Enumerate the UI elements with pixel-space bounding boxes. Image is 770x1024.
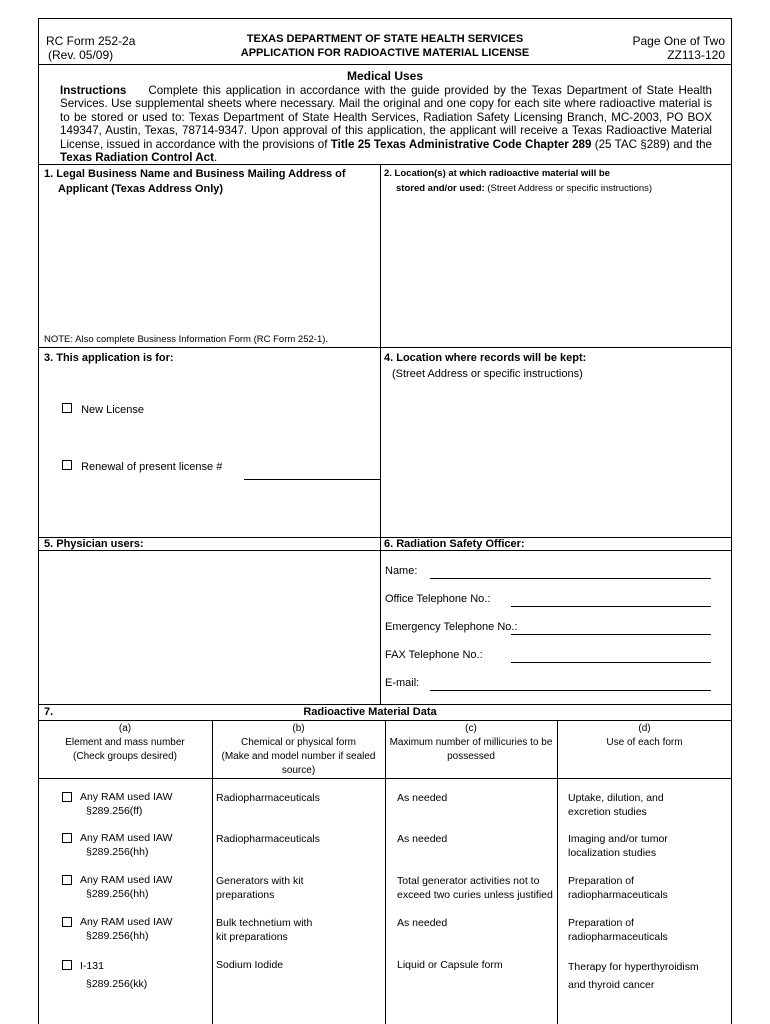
- section1-note: NOTE: Also complete Business Information Form (RC Form 252-1).: [44, 334, 329, 345]
- form-revision: (Rev. 05/09): [48, 48, 114, 62]
- row2-col-c: [397, 832, 447, 846]
- column-header-a: [38, 722, 212, 764]
- emergency-phone-field[interactable]: [511, 634, 711, 635]
- row5-a1: I-131: [80, 960, 104, 972]
- row1-c1: As needed: [397, 792, 448, 804]
- row1-checkbox[interactable]: [62, 792, 72, 802]
- row4-a2: §289.256(hh): [86, 930, 149, 942]
- emergency-phone-label: Emergency Telephone No.:: [385, 621, 518, 633]
- column-divider: [380, 164, 381, 704]
- row4-b1: Bulk technetium with: [216, 917, 313, 929]
- col-b-letter: (b): [292, 723, 305, 734]
- col-a-line1: Element and mass number: [65, 737, 185, 748]
- row4-d1: Preparation of: [568, 917, 634, 929]
- row3-checkbox[interactable]: [62, 875, 72, 885]
- row5-col-b: [216, 958, 283, 972]
- row5-d1: Therapy for hyperthyroidism: [568, 961, 699, 973]
- row4-checkbox[interactable]: [62, 917, 72, 927]
- row2-a1: Any RAM used IAW: [80, 832, 173, 844]
- col-c-line2: possessed: [447, 751, 495, 762]
- row4-col-d: [568, 916, 668, 944]
- col-divider-bc: [385, 720, 386, 1024]
- column-header-c: [385, 722, 557, 764]
- table-row: [62, 873, 172, 901]
- col-c-letter: (c): [465, 723, 477, 734]
- rso-name-label: Name:: [385, 565, 418, 577]
- row1-d1: Uptake, dilution, and: [568, 792, 664, 804]
- row2-d2: localization studies: [568, 847, 657, 859]
- row3-d2: radiopharmaceuticals: [568, 889, 668, 901]
- section4-sub: (Street Address or specific instructions): [392, 368, 583, 380]
- fax-label: FAX Telephone No.:: [385, 649, 483, 661]
- instructions-label: Instructions: [60, 84, 127, 97]
- section1-label: 1. Legal Business Name and Business Mailing Address of: [44, 168, 346, 180]
- row3-a2: §289.256(hh): [86, 888, 149, 900]
- row2-b1: Radiopharmaceuticals: [216, 833, 320, 845]
- table-row: [62, 957, 147, 993]
- row2-col-d: [568, 832, 668, 860]
- col-divider-cd: [557, 720, 558, 1024]
- form-id: RC Form 252-2a: [46, 34, 136, 48]
- instructions-block: [60, 84, 712, 164]
- renewal-option[interactable]: [62, 460, 222, 473]
- section2-label-bold: stored and/or used:: [396, 183, 485, 194]
- row5-col-d: [568, 958, 699, 994]
- row3-d1: Preparation of: [568, 875, 634, 887]
- row3-c2: exceed two curies unless justified: [397, 889, 553, 901]
- table-row: [62, 831, 172, 859]
- col-d-letter: (d): [638, 723, 651, 734]
- row3-b2: preparations: [216, 889, 275, 901]
- row5-checkbox[interactable]: [62, 960, 72, 970]
- column-header-b: [212, 722, 385, 778]
- section5-label: 5. Physician users:: [44, 538, 144, 550]
- row2-d1: Imaging and/or tumor: [568, 833, 668, 845]
- office-phone-label: Office Telephone No.:: [385, 593, 491, 605]
- page-number: Page One of Two: [632, 34, 725, 48]
- row3-c1: Total generator activities not to: [397, 875, 540, 887]
- column-header-d: [557, 722, 732, 750]
- col-b-line1: Chemical or physical form: [240, 737, 357, 748]
- email-label: E-mail:: [385, 677, 420, 689]
- office-phone-field[interactable]: [511, 606, 711, 607]
- section2-label: 2. Location(s) at which radioactive material will be: [384, 168, 610, 179]
- row2-col-b: [216, 832, 320, 846]
- row1-a1: Any RAM used IAW: [80, 791, 173, 803]
- col-b-line2: (Make and model number if sealed: [221, 751, 376, 762]
- row1-a2: §289.256(ff): [86, 805, 143, 817]
- license-number-line[interactable]: [244, 479, 380, 480]
- row3-a1: Any RAM used IAW: [80, 874, 173, 886]
- col-d-line1: Use of each form: [606, 737, 683, 748]
- fax-field[interactable]: [511, 662, 711, 663]
- divider-sections-5-6-header: [38, 550, 732, 551]
- col-c-line1: Maximum number of millicuries to be: [389, 737, 553, 748]
- divider-section-7: [38, 704, 732, 705]
- row5-a2: §289.256(kk): [86, 978, 148, 990]
- col-b-line3: source): [281, 765, 316, 776]
- row4-col-b: [216, 916, 312, 944]
- row3-col-c: [397, 874, 553, 902]
- divider-sections-3-4: [38, 347, 732, 348]
- row4-b2: kit preparations: [216, 931, 288, 943]
- row2-c1: As needed: [397, 833, 448, 845]
- row3-col-d: [568, 874, 668, 902]
- section4-label: 4. Location where records will be kept:: [384, 352, 587, 364]
- table-row: [62, 790, 172, 818]
- storage-location-field[interactable]: [382, 198, 730, 346]
- row5-col-c: [397, 958, 503, 972]
- new-license-option[interactable]: [62, 403, 144, 416]
- row2-a2: §289.256(hh): [86, 846, 149, 858]
- row1-col-b: [216, 791, 320, 805]
- records-location-field[interactable]: [382, 384, 730, 534]
- col-a-line2: (Check groups desired): [73, 751, 177, 762]
- row4-a1: Any RAM used IAW: [80, 916, 173, 928]
- row4-d2: radiopharmaceuticals: [568, 931, 668, 943]
- new-license-checkbox[interactable]: [62, 403, 72, 413]
- form-subtitle: Medical Uses: [346, 69, 424, 83]
- physician-users-field[interactable]: [40, 552, 378, 702]
- instructions-text: Complete this application in accordance with the guide provided by the Texas Department of State Health Services. Use supplemental sheets where necessary. Mail the original and one copy for each site where radioactive material is to be stored or used to: Texas Department of State Health Services, Radiation Safety Licensing Branch, MC-2003, PO BOX 149347, Austin, Texas, 78714-9347. Upon approval of this application, the applicant will receive a Texas Radioactive Material License, issued in accordance with the provisions of: [60, 84, 712, 151]
- row2-checkbox[interactable]: [62, 833, 72, 843]
- row1-b1: Radiopharmaceuticals: [216, 792, 320, 804]
- section7-number: 7.: [44, 706, 54, 718]
- row4-c1: As needed: [397, 917, 448, 929]
- section7-title: Radioactive Material Data: [303, 706, 437, 718]
- form-code: ZZ113-120: [667, 48, 725, 62]
- new-license-label: New License: [81, 404, 145, 416]
- col-a-letter: (a): [118, 723, 132, 734]
- section1-label-2: Applicant (Texas Address Only): [58, 183, 224, 195]
- row5-d2: and thyroid cancer: [568, 979, 655, 991]
- row1-col-d: [568, 791, 664, 819]
- row3-col-b: [216, 874, 304, 902]
- form-title: APPLICATION FOR RADIOACTIVE MATERIAL LICENSE: [240, 47, 530, 59]
- email-field[interactable]: [430, 690, 711, 691]
- row5-c1: Liquid or Capsule form: [397, 959, 503, 971]
- row3-b1: Generators with kit: [216, 875, 304, 887]
- agency-name: TEXAS DEPARTMENT OF STATE HEALTH SERVICES: [246, 33, 524, 45]
- instructions-end: .: [213, 151, 218, 165]
- instructions-act: Texas Radiation Control Act: [60, 151, 214, 165]
- renewal-label: Renewal of present license #: [81, 461, 223, 473]
- rso-name-field[interactable]: [430, 578, 711, 579]
- table-row: [62, 915, 172, 943]
- instructions-title25: Title 25 Texas Administrative Code Chapter 289: [330, 137, 592, 151]
- section6-label: 6. Radiation Safety Officer:: [384, 538, 525, 550]
- row1-d2: excretion studies: [568, 806, 647, 818]
- instructions-text-2: (25 TAC §289) and the: [591, 137, 712, 151]
- section2-label-rest: (Street Address or specific instructions): [484, 183, 653, 194]
- row5-b1: Sodium Iodide: [216, 959, 284, 971]
- header-divider: [38, 64, 732, 65]
- renewal-checkbox[interactable]: [62, 460, 72, 470]
- applicant-address-field[interactable]: [40, 198, 378, 328]
- divider-sections-1-2: [38, 164, 732, 165]
- row1-col-c: [397, 791, 447, 805]
- section3-label: 3. This application is for:: [44, 352, 174, 364]
- row4-col-c: [397, 916, 447, 930]
